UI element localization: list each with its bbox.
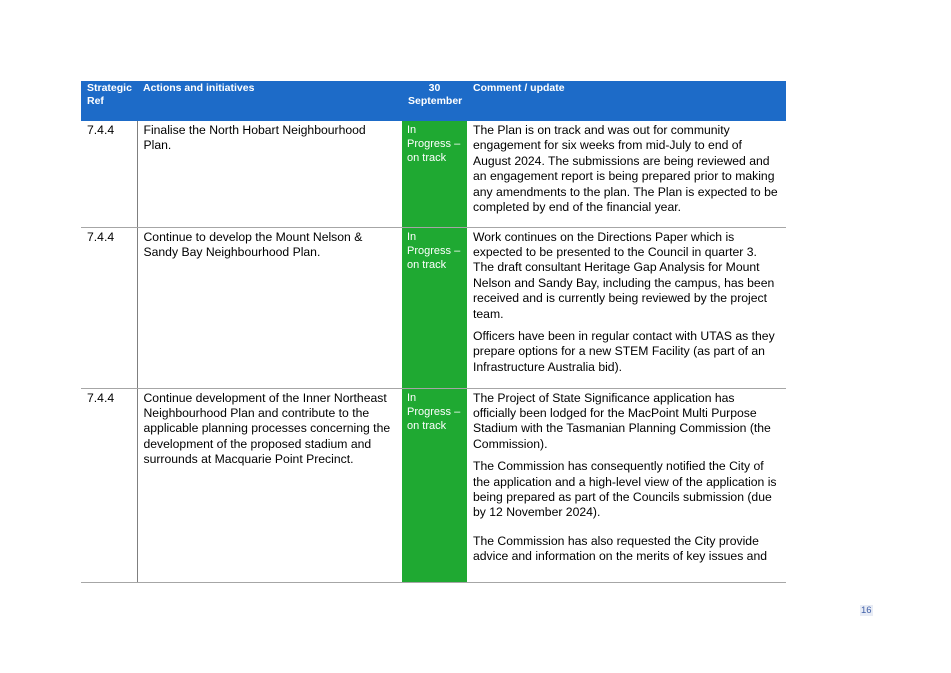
row-comment: [467, 388, 786, 582]
page-number: 16: [861, 605, 872, 616]
row-comment: [467, 227, 786, 388]
row-ref: 7.4.4: [81, 227, 137, 388]
action-plan-table: [81, 81, 786, 583]
table-row: [81, 121, 786, 227]
comment-paragraph: Work continues on the Directions Paper which is expected to be presented to the Council in quarter 3. The draft consultant Heritage Gap Analysis for Mount Nelson and Sandy Bay, including the campus, has been received and is currently being reviewed by the project team.: [473, 229, 775, 321]
comment-paragraph: The Commission has also requested the City provide advice and information on the merits of key issues and: [473, 533, 768, 564]
header-comment: Comment / update: [467, 81, 786, 121]
header-strategic-ref: Strategic Ref: [81, 81, 137, 121]
table-row: [81, 227, 786, 388]
row-status-badge: In Progress – on track: [402, 227, 467, 388]
row-action: Continue development of the Inner Northeast Neighbourhood Plan and contribute to the applicable planning processes concerning the development of the proposed stadium and surrounds at Macquarie Point Precinct.: [137, 388, 402, 582]
comment-paragraph: Officers have been in regular contact with UTAS as they prepare options for a new STEM Facility (as part of an Infrastructure Australia bid).: [473, 328, 775, 374]
header-actions: Actions and initiatives: [137, 81, 402, 121]
row-ref: 7.4.4: [81, 388, 137, 582]
comment-paragraph: The Commission has consequently notified the City of the application and a high-level view of the application is being prepared as part of the Councils submission (due by 12 November 2024).: [473, 459, 777, 520]
comment-paragraph: The Plan is on track and was out for community engagement for six weeks from mid-July to end of August 2024. The submissions are being reviewed and an engagement report is being prepared prior to making any amendments to the plan. The Plan is expected to be completed by end of the financial year.: [473, 123, 778, 215]
comment-paragraph: The Project of State Significance application has officially been lodged for the MacPoint Multi Purpose Stadium with the Tasmanian Planning Commission (the Commission).: [473, 390, 771, 451]
table-header-row: [81, 81, 786, 121]
table-row: [81, 388, 786, 582]
row-action: Finalise the North Hobart Neighbourhood Plan.: [137, 121, 402, 227]
header-status-date: 30 September: [402, 81, 467, 121]
row-ref: 7.4.4: [81, 121, 137, 227]
row-comment: [467, 121, 786, 227]
row-action: Continue to develop the Mount Nelson & Sandy Bay Neighbourhood Plan.: [137, 227, 402, 388]
row-status-badge: In Progress – on track: [402, 388, 467, 582]
row-status-badge: In Progress – on track: [402, 121, 467, 227]
